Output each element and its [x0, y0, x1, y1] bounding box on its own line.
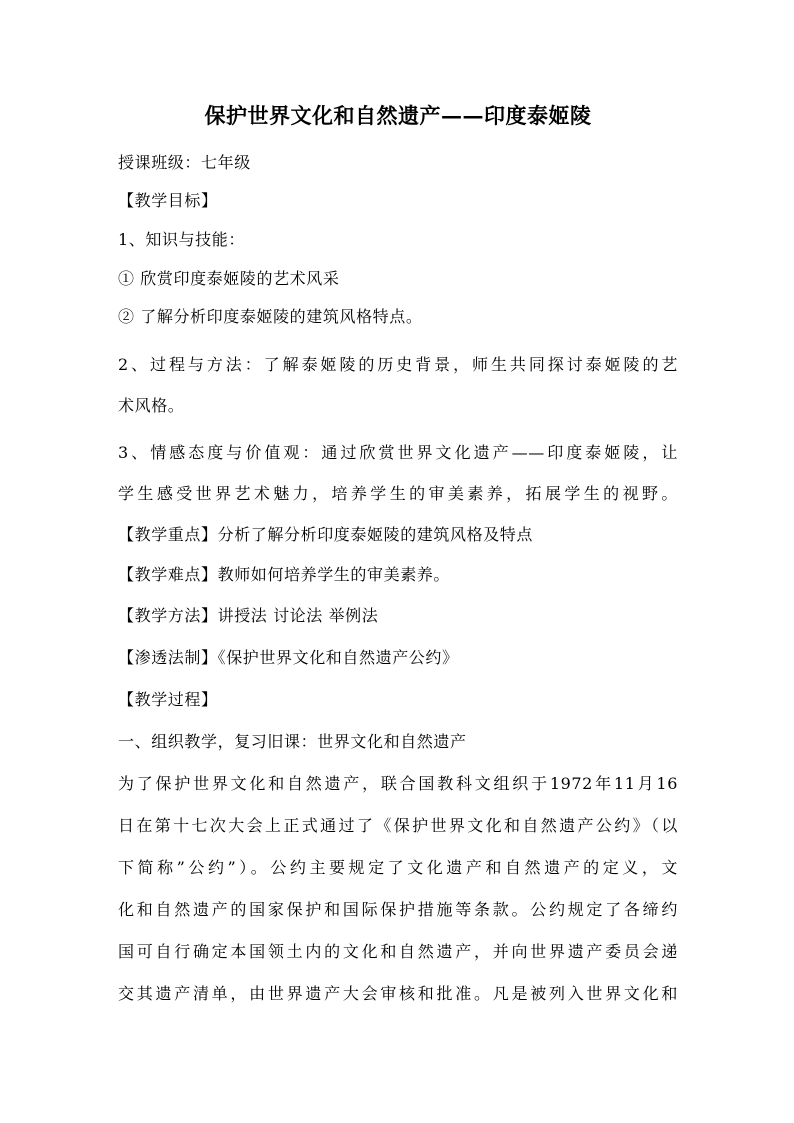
- paragraph-line-6: 交其遗产清单，由世界遗产大会审核和批准。凡是被列入世界文化和: [118, 984, 678, 1003]
- text-line-process-method-cont: 术风格。: [118, 396, 185, 415]
- section-heading-process: 【教学过程】: [118, 690, 218, 709]
- text-line-knowledge-skills: 1、知识与技能：: [118, 230, 245, 249]
- paragraph-line-5: 国可自行确定本国领土内的文化和自然遗产，并向世界遗产委员会递: [118, 942, 678, 961]
- paragraph-line-4: 化和自然遗产的国家保护和国际保护措施等条款。公约规定了各缔约: [118, 900, 678, 919]
- list-item-objective-2: ② 了解分析印度泰姬陵的建筑风格特点。: [118, 307, 423, 326]
- list-item-objective-1: ① 欣赏印度泰姬陵的艺术风采: [118, 269, 340, 288]
- text-line-class-grade: 授课班级：七年级: [118, 153, 251, 172]
- paragraph-line-2: 日在第十七次大会上正式通过了《保护世界文化和自然遗产公约》（以: [118, 816, 678, 835]
- paragraph-line-1: 为了保护世界文化和自然遗产，联合国教科文组织于1972年11月16: [118, 774, 678, 793]
- section-heading-legal: 【渗透法制】《保护世界文化和自然遗产公约》: [118, 648, 459, 667]
- paragraph-line-3: 下简称”公约”）。公约主要规定了文化遗产和自然遗产的定义，文: [118, 858, 678, 877]
- text-line-step-one: 一、组织教学，复习旧课：世界文化和自然遗产: [118, 732, 467, 751]
- section-heading-objectives: 【教学目标】: [118, 191, 218, 210]
- document-title: 保护世界文化和自然遗产——印度泰姬陵: [204, 103, 592, 128]
- section-heading-methods: 【教学方法】讲授法 讨论法 举例法: [118, 606, 379, 625]
- text-line-process-method: 2、过程与方法：了解泰姬陵的历史背景，师生共同探讨泰姬陵的艺: [118, 355, 678, 374]
- text-line-attitude-values-cont: 学生感受世界艺术魅力，培养学生的审美素养，拓展学生的视野。: [118, 484, 678, 503]
- section-heading-key-points: 【教学重点】分析了解分析印度泰姬陵的建筑风格及特点: [118, 525, 534, 544]
- section-heading-difficulties: 【教学难点】教师如何培养学生的审美素养。: [118, 565, 451, 584]
- text-line-attitude-values: 3、情感态度与价值观：通过欣赏世界文化遗产——印度泰姬陵，让: [118, 443, 678, 462]
